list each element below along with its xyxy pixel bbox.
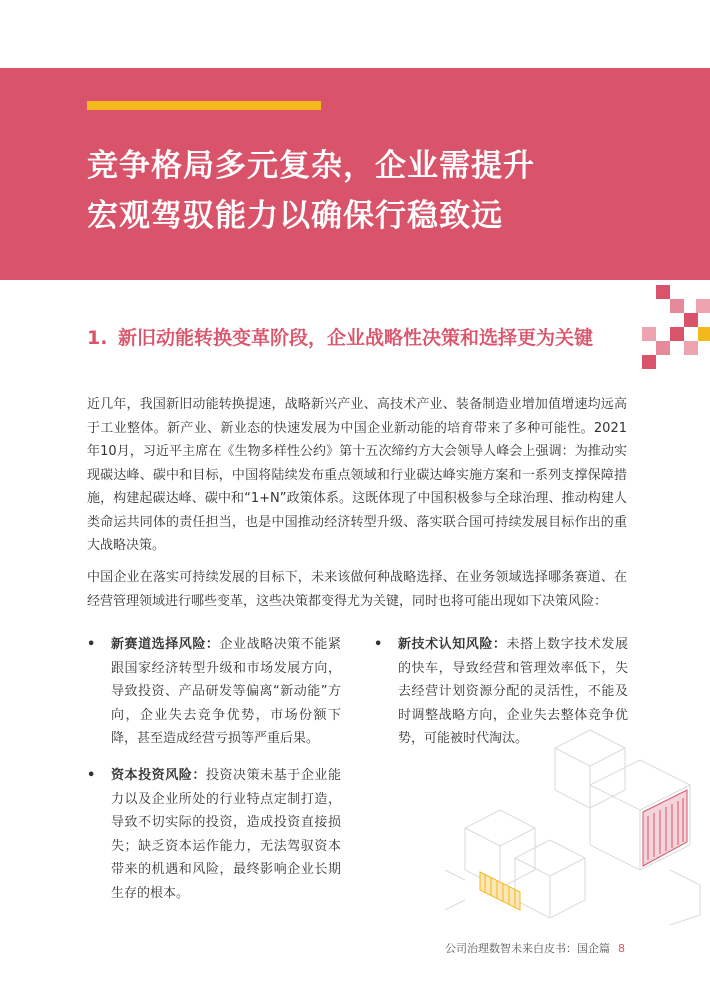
page-number: 8 bbox=[618, 942, 625, 955]
red-striped-panel bbox=[643, 790, 687, 866]
deco-square bbox=[684, 341, 698, 355]
page-title-line-2: 宏观驾驭能力以确保行稳致远 bbox=[87, 198, 503, 234]
deco-square bbox=[642, 355, 656, 369]
page-footer bbox=[0, 940, 625, 956]
bullet-text: 投资决策未基于企业能力以及企业所处的行业特点定制打造，导致不切实际的投资，造成投资直接损失；缺乏资本运作能力，无法驾驭资本带来的机遇和风险，最终影响企业长期生存的根本。 bbox=[111, 768, 341, 901]
section-heading-text: 新旧动能转换变革阶段，企业战略性决策和选择更为关键 bbox=[118, 327, 594, 349]
risk-bullet-capital-investment bbox=[87, 764, 341, 905]
deco-square bbox=[670, 327, 684, 341]
bullet-dot-icon: • bbox=[87, 768, 96, 783]
page-title bbox=[87, 141, 687, 241]
body-paragraph-1: 近几年，我国新旧动能转换提速，战略新兴产业、高技术产业、装备制造业增加值增速均远高于工业整体。新产业、新业态的快速发展为中国企业新动能的培育带来了多种可能性。2021年10月，习近平主席在《生物多样性公约》第十五次缔约方大会领导人峰会上强调：为推动实现碳达峰、碳中和目标，中国将陆续发布重点领域和行业碳达峰实施方案和一系列支撑保障措施，构建起碳达峰、碳中和“1+N”政策体系。这既体现了中国积极参与全球治理、推动构建人类命运共同体的责任担当，也是中国推动经济转型升级、落实联合国可持续发展目标作出的重大战略决策。 bbox=[87, 397, 627, 553]
body-paragraph-2: 中国企业在落实可持续发展的目标下，未来该做何种战略选择、在业务领域选择哪条赛道、在经营管理领域进行哪些变革，这些决策都变得尤为关键，同时也将可能出现如下决策风险： bbox=[87, 570, 627, 609]
footer-publication: 公司治理数智未来白皮书：国企篇 bbox=[445, 942, 610, 955]
deco-square bbox=[656, 285, 670, 299]
section-number: 1. bbox=[87, 327, 108, 349]
bullet-text: 未搭上数字技术发展的快车，导致经营和管理效率低下，失去经营计划资源分配的灵活性，不能及时调整战略方向，企业失去整体竞争优势，可能被时代淘汰。 bbox=[398, 637, 628, 746]
deco-square bbox=[698, 327, 710, 341]
risk-bullet-new-track bbox=[87, 633, 341, 751]
deco-square bbox=[656, 341, 670, 355]
deco-square bbox=[670, 299, 684, 313]
bullet-dot-icon: • bbox=[87, 637, 96, 652]
isometric-cubes-illustration bbox=[440, 720, 710, 925]
bullet-text: 企业战略决策不能紧跟国家经济转型升级和市场发展方向，导致投资、产品研发等偏离“新动能”方向，企业失去竞争优势，市场份额下降，甚至造成经营亏损等严重后果。 bbox=[111, 637, 341, 746]
banner-accent-bar bbox=[87, 101, 321, 110]
deco-square bbox=[684, 313, 698, 327]
bullet-lead: 资本投资风险： bbox=[111, 768, 206, 783]
bullet-lead: 新赛道选择风险： bbox=[111, 637, 220, 652]
page-title-line-1: 竞争格局多元复杂，企业需提升 bbox=[87, 148, 535, 184]
bullet-lead: 新技术认知风险： bbox=[398, 637, 507, 652]
section-heading bbox=[87, 324, 627, 353]
deco-square bbox=[642, 327, 656, 341]
bullet-dot-icon: • bbox=[374, 637, 383, 652]
deco-square bbox=[696, 299, 710, 313]
